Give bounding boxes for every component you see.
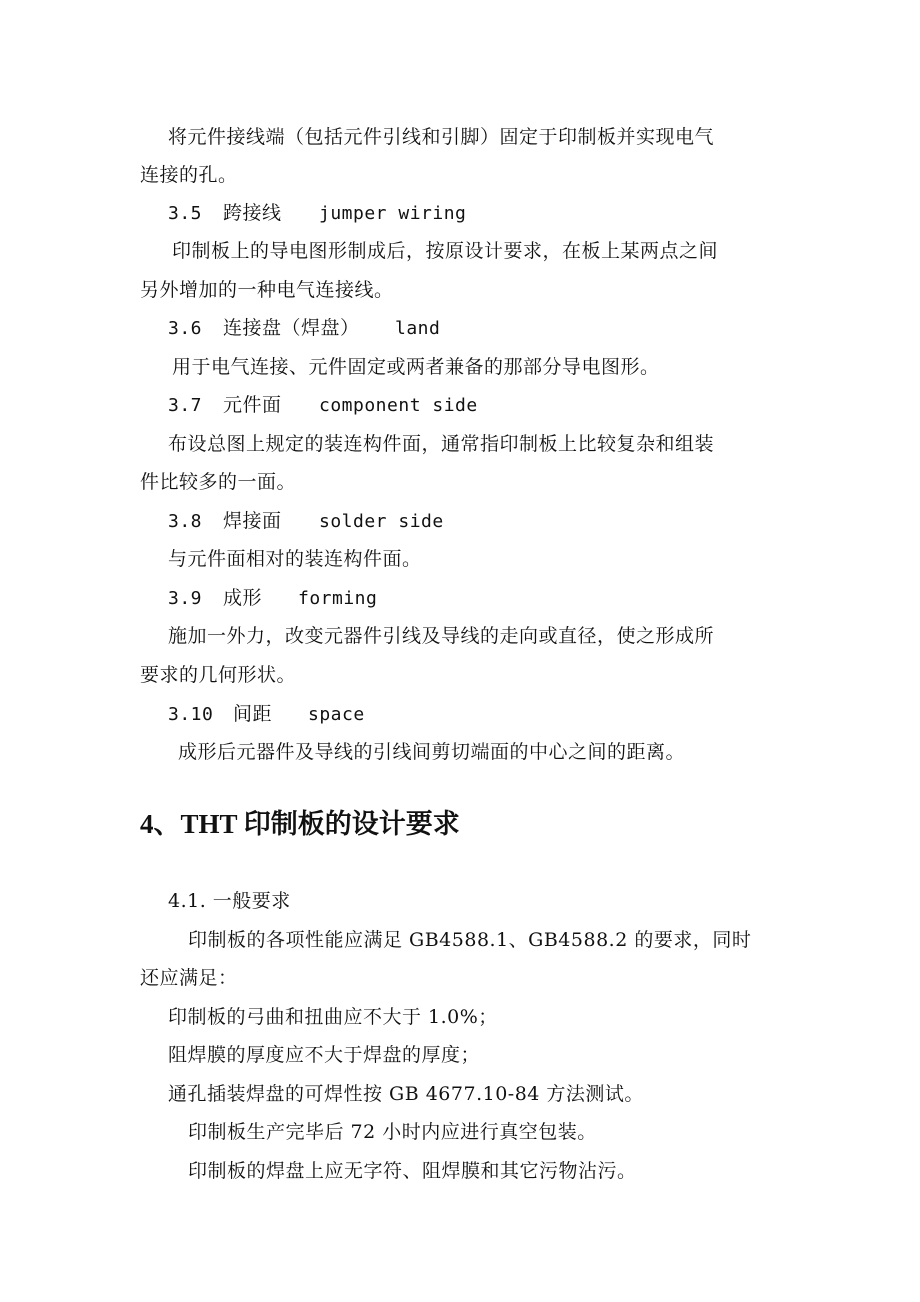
term-number: 3.9 (168, 588, 203, 609)
paragraph-line: 布设总图上规定的装连构件面，通常指印制板上比较复杂和组装 (168, 433, 715, 455)
term-english: land (395, 318, 441, 339)
paragraph-line: 与元件面相对的装连构件面。 (168, 548, 422, 570)
term-number: 3.8 (168, 511, 203, 532)
term-entry-3-7 (168, 393, 478, 418)
requirement-item: 印制板的弓曲和扭曲应不大于 1.0%； (168, 1006, 498, 1028)
term-entry-3-10 (168, 702, 365, 727)
paragraph-line: 印制板上的导电图形制成后，按原设计要求，在板上某两点之间 (172, 240, 719, 262)
term-english: forming (298, 588, 378, 609)
term-number: 3.6 (168, 318, 203, 339)
term-english: component side (319, 395, 478, 416)
term-english: solder side (319, 511, 444, 532)
section-heading: 4、THT 印制板的设计要求 (140, 809, 460, 839)
paragraph-line: 要求的几何形状。 (140, 664, 297, 686)
term-entry-3-6 (168, 316, 440, 341)
paragraph-line: 件比较多的一面。 (140, 471, 297, 493)
term-number: 3.7 (168, 395, 203, 416)
term-chinese: 跨接线 (223, 202, 282, 224)
requirement-item: 通孔插装焊盘的可焊性按 GB 4677.10-84 方法测试。 (168, 1083, 644, 1105)
paragraph-line: 印制板的各项性能应满足 GB4588.1、GB4588.2 的要求，同时 (188, 929, 752, 951)
term-entry-3-9 (168, 586, 377, 611)
term-chinese: 连接盘（焊盘） (223, 317, 360, 339)
term-chinese: 成形 (223, 587, 263, 609)
term-english: jumper wiring (319, 203, 467, 224)
paragraph-line: 连接的孔。 (140, 164, 238, 186)
paragraph-line: 成形后元器件及导线的引线间剪切端面的中心之间的距离。 (178, 741, 686, 763)
paragraph-line: 将元件接线端（包括元件引线和引脚）固定于印制板并实现电气 (168, 126, 715, 148)
term-chinese: 焊接面 (223, 510, 282, 532)
paragraph-line: 还应满足： (140, 967, 238, 989)
paragraph-line: 另外增加的一种电气连接线。 (140, 279, 394, 301)
term-chinese: 元件面 (223, 394, 282, 416)
requirement-item: 印制板的焊盘上应无字符、阻焊膜和其它污物沾污。 (188, 1160, 637, 1182)
paragraph-line: 用于电气连接、元件固定或两者兼备的那部分导电图形。 (172, 356, 660, 378)
term-number: 3.5 (168, 203, 203, 224)
term-entry-3-8 (168, 509, 444, 534)
term-chinese: 间距 (233, 703, 273, 725)
requirement-item: 阻焊膜的厚度应不大于焊盘的厚度； (168, 1044, 481, 1066)
subsection-title: 4.1. 一般要求 (168, 890, 291, 912)
requirement-item: 印制板生产完毕后 72 小时内应进行真空包装。 (188, 1121, 597, 1143)
term-english: space (308, 704, 365, 725)
paragraph-line: 施加一外力，改变元器件引线及导线的走向或直径，使之形成所 (168, 625, 715, 647)
term-number: 3.10 (168, 704, 214, 725)
term-entry-3-5 (168, 201, 466, 226)
